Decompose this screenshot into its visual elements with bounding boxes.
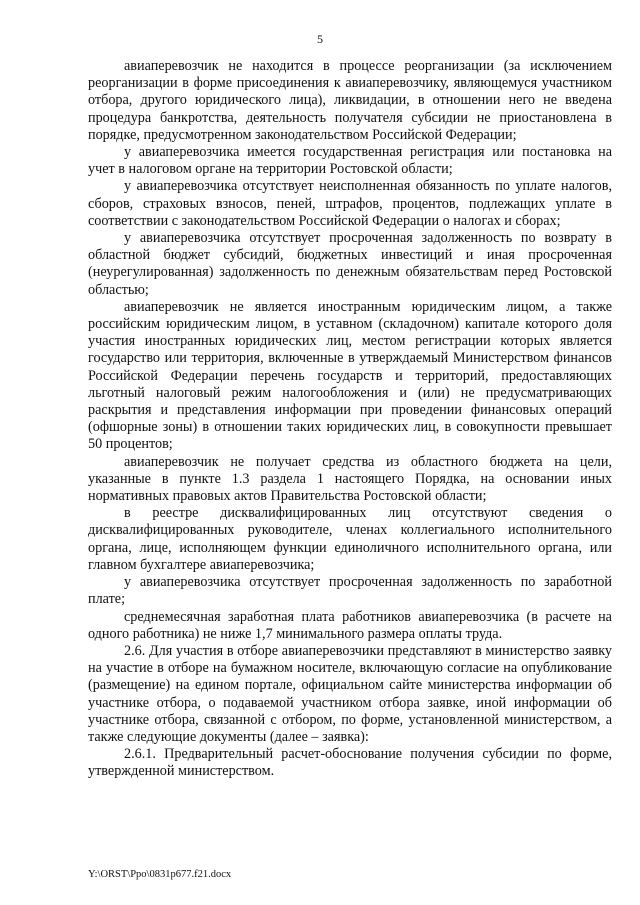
paragraph-reorganization: авиаперевозчик не находится в процессе реорганизации (за исключением реорганизации в форме присоединения к авиаперевозчику, являющемуся участником отбора, другого юридического лица), ликвидации, в отношении него не введена процедура банкротства, деятельность получателя субсидии не приостановлена в порядке, предусмотренном законодательством Российской Федерации;: [88, 58, 612, 143]
document-body: [88, 58, 612, 781]
paragraph-2-6-1-calculation: 2.6.1. Предварительный расчет-обоснование получения субсидии по форме, утвержденной министерством.: [88, 746, 612, 780]
paragraph-2-6-application: 2.6. Для участия в отборе авиаперевозчики представляют в министерство заявку на участие в отборе на бумажном носителе, включающую согласие на опубликование (размещение) на едином портале, официальном сайте министерства информации об участнике отбора, о подаваемой участником отбора заявке, иной информации об участнике отбора, связанной с отбором, по форме, установленной министерством, а также следующие документы (далее – заявка):: [88, 642, 612, 745]
page-number: 5: [317, 32, 323, 46]
paragraph-disqualified-register: в реестре дисквалифицированных лиц отсутствуют сведения о дисквалифицированных руководителе, членах коллегиального исполнительного органа, лице, исполняющем функции единоличного исполнительного органа, или главном бухгалтере авиаперевозчика;: [88, 505, 612, 573]
paragraph-no-other-funds: авиаперевозчик не получает средства из областного бюджета на цели, указанные в пункте 1.3 раздела 1 настоящего Порядка, на основании иных нормативных правовых актов Правительства Ростовской области;: [88, 453, 612, 505]
footer-file-path: Y:\ORST\Ppo\0831p677.f21.docx: [88, 869, 232, 880]
paragraph-wage-arrears: у авиаперевозчика отсутствует просроченная задолженность по заработной плате;: [88, 574, 612, 608]
paragraph-registration: у авиаперевозчика имеется государственная регистрация или постановка на учет в налоговом органе на территории Ростовской области;: [88, 144, 612, 178]
paragraph-overdue-debt: у авиаперевозчика отсутствует просроченная задолженность по возврату в областной бюджет субсидий, бюджетных инвестиций и иная просроченная (неурегулированная) задолженность по денежным обязательствам перед Ростовской областью;: [88, 230, 612, 298]
paragraph-tax-obligations: у авиаперевозчика отсутствует неисполненная обязанность по уплате налогов, сборов, страховых взносов, пеней, штрафов, процентов, подлежащих уплате в соответствии с законодательством Российской Федерации о налогах и сборах;: [88, 178, 612, 229]
paragraph-average-salary: среднемесячная заработная плата работников авиаперевозчика (в расчете на одного работника) не ниже 1,7 минимального размера оплаты труда.: [88, 608, 612, 642]
paragraph-foreign-entity: авиаперевозчик не является иностранным юридическим лицом, а также российским юридическим лицом, в уставном (складочном) капитале которого доля участия иностранных юридических лиц, местом регистрации которых является государство или территория, включенные в утверждаемый Министерством финансов Российской Федерации перечень государств и территорий, предоставляющих льготный налоговый режим налогообложения и (или) не предусматривающих раскрытия и представления информации при проведении финансовых операций (офшорные зоны) в отношении таких юридических лиц, в совокупности превышает 50 процентов;: [88, 298, 612, 453]
